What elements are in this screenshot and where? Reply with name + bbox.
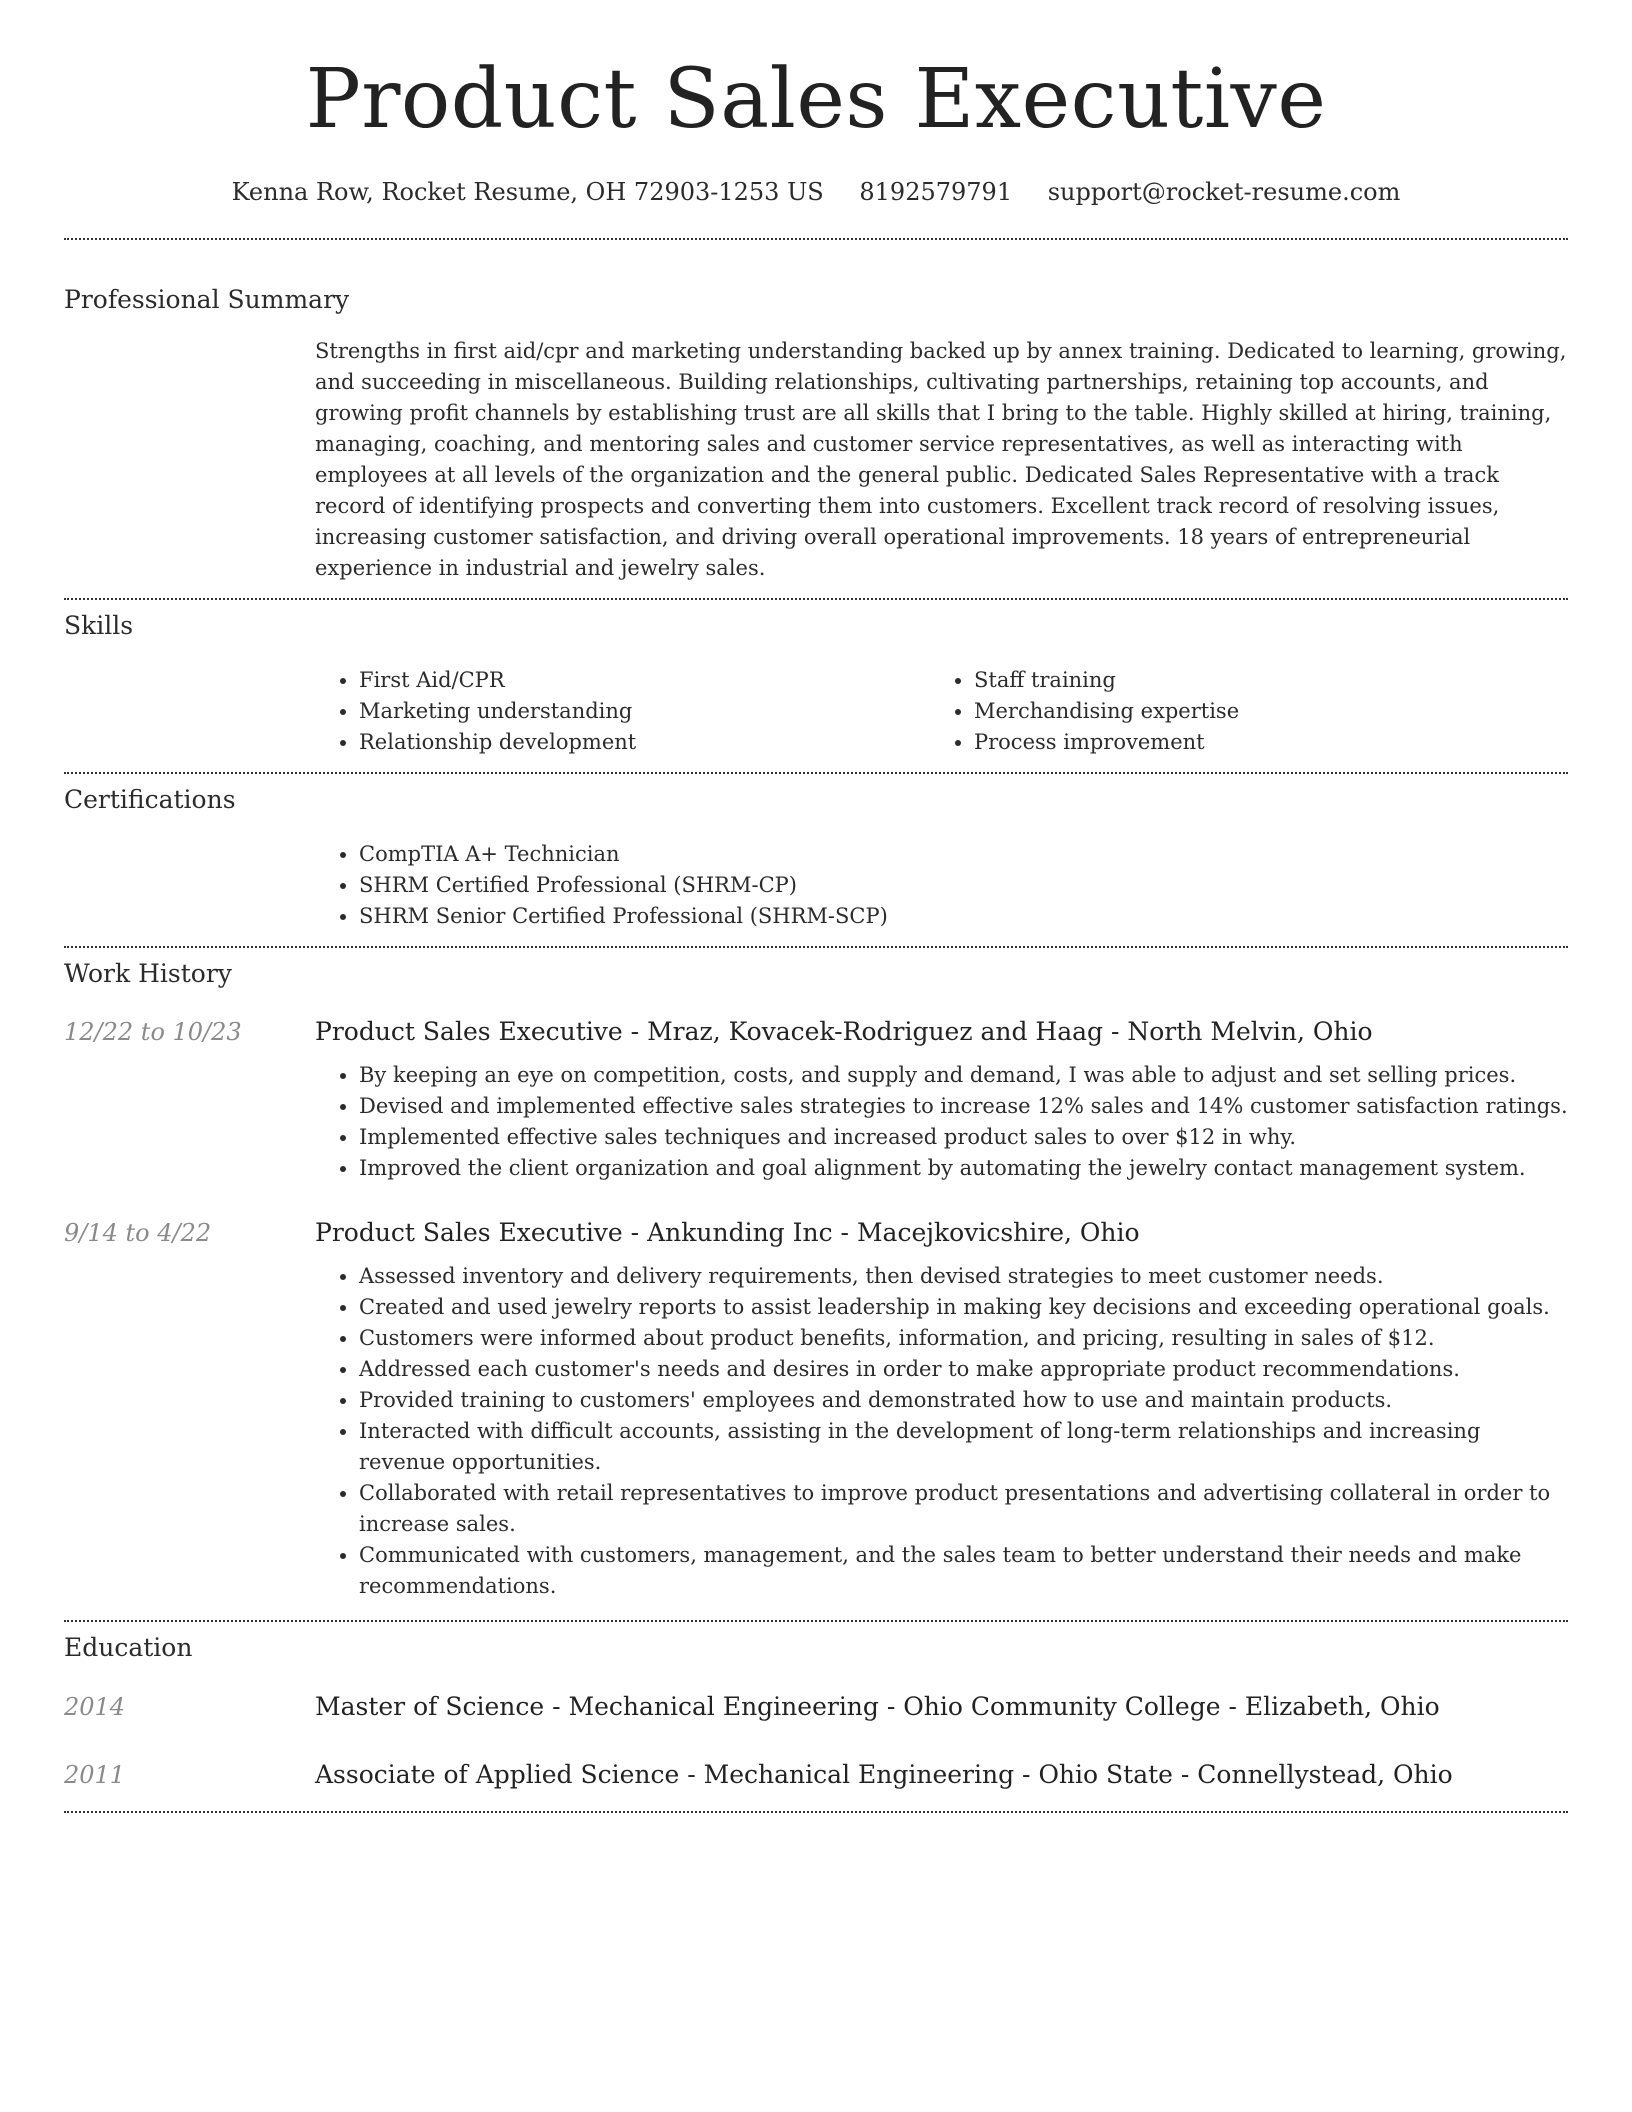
education-degree: Master of Science - Mechanical Engineering - Ohio Community College - Elizabeth, Ohio [315, 1692, 1440, 1721]
list-item: • SHRM Senior Certified Professional (SHRM-SCP) [359, 901, 1568, 932]
list-item: • Improved the client organization and goal alignment by automating the jewelry contact management system. [359, 1153, 1568, 1184]
list-item: • Collaborated with retail representatives to improve product presentations and advertising collateral in order to increase sales. [359, 1478, 1568, 1540]
list-item: • Assessed inventory and delivery requirements, then devised strategies to meet customer needs. [359, 1261, 1568, 1292]
education-section [64, 1632, 1568, 1791]
list-item: • Addressed each customer's needs and desires in order to make appropriate product recommendations. [359, 1354, 1568, 1385]
skills-heading: Skills [64, 611, 134, 640]
education-year: 2014 [64, 1693, 126, 1721]
contact-address: Kenna Row, Rocket Resume, OH 72903-1253 US [231, 178, 824, 206]
list-item: • Relationship development [359, 727, 930, 758]
job-entry [64, 1217, 1568, 1602]
list-item: • Marketing understanding [359, 696, 930, 727]
education-heading: Education [64, 1633, 193, 1662]
job-bullets [315, 1261, 1568, 1602]
certifications-list [315, 839, 1568, 932]
contact-email: support@rocket-resume.com [1047, 178, 1401, 206]
list-item: • First Aid/CPR [359, 665, 930, 696]
job-heading: Product Sales Executive - Mraz, Kovacek-Rodriguez and Haag - North Melvin, Ohio [315, 1017, 1373, 1046]
list-item: • Staff training [974, 665, 1545, 696]
job-bullets [315, 1060, 1568, 1184]
skills-list-left [315, 665, 930, 758]
job-dates: 12/22 to 10/23 [64, 1018, 242, 1046]
list-item: • SHRM Certified Professional (SHRM-CP) [359, 870, 1568, 901]
summary-heading: Professional Summary [64, 285, 350, 314]
section-divider [64, 598, 1568, 600]
job-entry [64, 1016, 1568, 1184]
contact-phone: 8192579791 [859, 178, 1013, 206]
section-divider [64, 772, 1568, 774]
education-entry [64, 1691, 1568, 1723]
resume-page [64, 0, 1568, 1813]
list-item: • Merchandising expertise [974, 696, 1545, 727]
summary-section [64, 284, 1568, 584]
work-heading: Work History [64, 959, 232, 988]
list-item: • Created and used jewelry reports to assist leadership in making key decisions and exceeding operational goals. [359, 1292, 1568, 1323]
section-divider [64, 238, 1568, 240]
list-item: • By keeping an eye on competition, costs, and supply and demand, I was able to adjust and set selling prices. [359, 1060, 1568, 1091]
job-heading: Product Sales Executive - Ankunding Inc - Macejkovicshire, Ohio [315, 1218, 1140, 1247]
list-item: • Provided training to customers' employees and demonstrated how to use and maintain products. [359, 1385, 1568, 1416]
list-item: • CompTIA A+ Technician [359, 839, 1568, 870]
certifications-heading: Certifications [64, 785, 236, 814]
summary-text: Strengths in first aid/cpr and marketing understanding backed up by annex training. Dedicated to learning, growing, and succeeding in miscellaneous. Building relationships, cultivating partnerships, retaining top accounts, and growing profit channels by establishing trust are all skills that I bring to the table. Highly skilled at hiring, training, managing, coaching, and mentoring sales and customer service representatives, as well as interacting with employees at all levels of the organization and the general public. Dedicated Sales Representative with a track record of identifying prospects and converting them into customers. Excellent track record of resolving issues, increasing customer satisfaction, and driving overall operational improvements. 18 years of entrepreneurial experience in industrial and jewelry sales. [315, 339, 1567, 580]
section-divider [64, 1811, 1568, 1813]
skills-section [64, 610, 1568, 758]
job-dates: 9/14 to 4/22 [64, 1219, 212, 1247]
skills-list-right [930, 665, 1545, 758]
list-item: • Process improvement [974, 727, 1545, 758]
list-item: • Customers were informed about product benefits, information, and pricing, resulting in sales of $12. [359, 1323, 1568, 1354]
list-item: • Communicated with customers, management, and the sales team to better understand their needs and make recommendations. [359, 1540, 1568, 1602]
education-year: 2011 [64, 1761, 126, 1789]
resume-title: Product Sales Executive [305, 52, 1327, 147]
section-divider [64, 1620, 1568, 1622]
section-divider [64, 946, 1568, 948]
education-degree: Associate of Applied Science - Mechanical Engineering - Ohio State - Connellystead, Ohio [315, 1760, 1453, 1789]
certifications-section [64, 784, 1568, 932]
list-item: • Implemented effective sales techniques and increased product sales to over $12 in why. [359, 1122, 1568, 1153]
list-item: • Devised and implemented effective sales strategies to increase 12% sales and 14% customer satisfaction ratings. [359, 1091, 1568, 1122]
education-entry [64, 1759, 1568, 1791]
contact-line [64, 176, 1568, 208]
work-section [64, 958, 1568, 1602]
list-item: • Interacted with difficult accounts, assisting in the development of long-term relationships and increasing revenue opportunities. [359, 1416, 1568, 1478]
